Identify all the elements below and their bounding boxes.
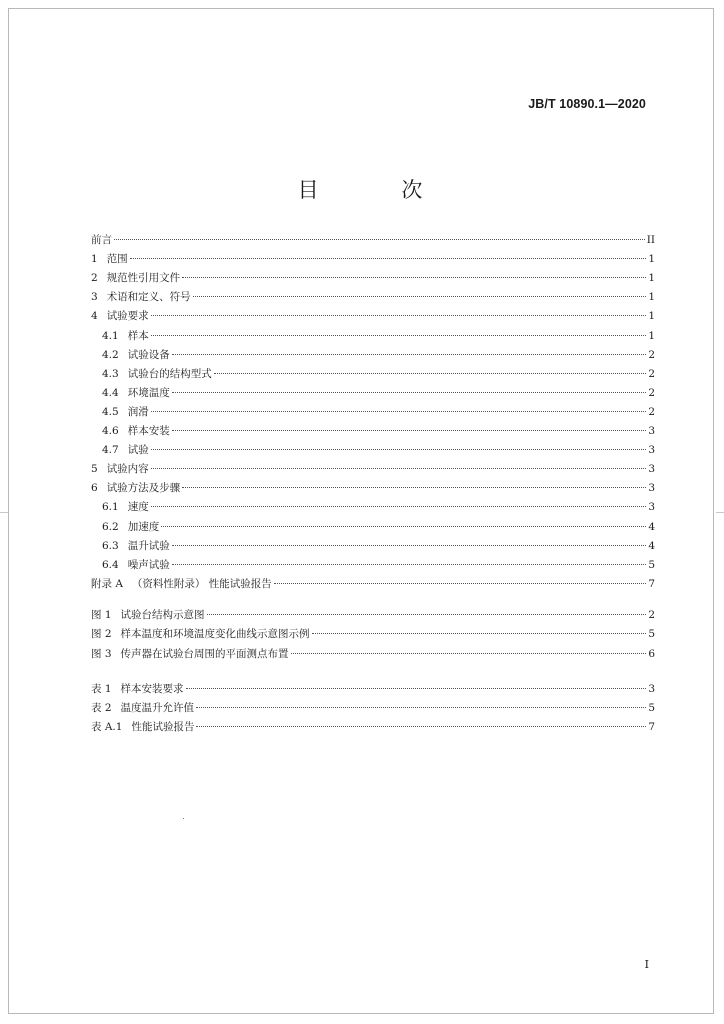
toc-entry[interactable] [91,251,655,267]
toc-entry[interactable] [91,270,655,286]
toc-entry[interactable] [91,328,655,344]
toc-entry-page: 7 [648,577,655,590]
right-edge-mark [716,512,724,513]
toc-entry-label: 试验 [127,444,149,457]
toc-entry-label: （资料性附录） 性能试验报告 [131,577,272,590]
toc-entry[interactable] [91,626,655,642]
toc-entry-label: 试验方法及步骤 [106,482,181,495]
toc-entry-number: 2 [91,272,98,285]
toc-entry-label: 温升试验 [127,539,170,552]
toc-entry-number: 6.2 [102,520,119,533]
page-title: 目 次 [297,178,461,202]
toc-entry-number: 图 1 [91,609,112,621]
toc-entry[interactable] [91,289,655,305]
toc-leader-dots [172,564,647,565]
toc-leader-dots [151,506,647,507]
toc-entry-number: 4.5 [102,405,119,418]
toc-entry[interactable] [91,461,655,477]
toc-entry-label: 样本安装 [127,425,170,437]
toc-entry-page: 1 [648,329,655,342]
toc-entry[interactable] [91,347,655,363]
toc-entry-page: 3 [648,444,655,457]
toc-entry-page: 6 [648,647,655,660]
toc-leader-dots [182,277,646,278]
toc-entry-number: 3 [91,291,98,304]
left-edge-mark [0,512,8,513]
toc-entry-number: 4.3 [102,367,119,380]
toc-entry-number: 4.1 [102,329,119,342]
toc-entry[interactable] [91,308,655,324]
toc-entry[interactable] [91,385,655,401]
toc-entry-label: 术语和定义、符号 [106,291,191,304]
toc-entry-label: 样本安装要求 [120,683,184,695]
toc-leader-dots [114,239,645,240]
toc-entry-number: 图 2 [91,628,112,641]
toc-entry-page: 3 [648,482,655,495]
toc-leader-dots [151,335,647,336]
toc-entry[interactable] [91,366,655,382]
toc-leader-dots [151,411,647,412]
toc-leader-dots [151,449,647,450]
toc-entry-label: 润滑 [127,405,149,418]
toc-entry-page: 2 [648,367,655,380]
toc-entry-page: 2 [648,386,655,399]
toc-entry-label: 试验要求 [106,310,149,323]
toc-entry-label: 试验台结构示意图 [120,609,205,621]
toc-leader-dots [207,614,647,615]
toc-entry-number: 4.6 [102,425,119,437]
toc-leader-dots [193,296,647,297]
toc-entry[interactable] [91,646,655,662]
toc-entry-number: 1 [91,253,98,266]
toc-entry-number: 6 [91,482,98,495]
toc-entry-label: 性能试验报告 [131,721,195,733]
toc-entry-number: 图 3 [91,647,112,660]
toc-entry-number: 附录 A [91,577,123,590]
toc-entry-number: 4.4 [102,386,119,399]
toc-entry-label: 试验设备 [127,348,170,361]
toc-entry-page: 1 [648,291,655,304]
toc-entry-page: 3 [648,683,655,695]
toc-leader-dots [172,430,647,431]
toc-entry[interactable] [91,557,655,573]
toc-entry-page: 2 [648,348,655,361]
toc-entry[interactable] [91,423,655,439]
toc-entry-number: 6.4 [102,558,119,571]
toc-entry-label: 温度温升允许值 [120,702,195,714]
toc-entry-page: 1 [648,272,655,285]
toc-entry-page: 4 [648,520,655,533]
toc-entry-label: 样本 [127,329,149,342]
toc-entry-number: 4.2 [102,348,119,361]
toc-entry-page: 2 [648,609,655,621]
toc-entry-label: 传声器在试验台周围的平面测点布置 [120,647,289,660]
toc-leader-dots [161,526,646,527]
toc-entry-number: 表 1 [91,683,112,695]
toc-entry-number: 4.7 [102,444,119,457]
toc-leader-dots [151,468,647,469]
toc-entry-label: 加速度 [127,520,160,533]
toc-entry[interactable] [91,499,655,515]
page-number: I [644,958,649,971]
toc-leader-dots [172,392,647,393]
toc-entry-page: 3 [648,425,655,437]
toc-entry-number: 6.1 [102,501,119,514]
toc-leader-dots [214,373,647,374]
toc-entry-page: 3 [648,501,655,514]
toc-entry[interactable] [91,538,655,554]
toc-leader-dots [274,583,647,584]
toc-entry-number: 5 [91,463,98,476]
toc-leader-dots [186,688,647,689]
toc-entry-page: 4 [648,539,655,552]
toc-entry[interactable] [91,519,655,535]
toc-entry[interactable] [91,700,655,716]
scan-speck [183,818,184,819]
toc-entry-label: 噪声试验 [127,558,170,571]
toc-entry-label: 规范性引用文件 [106,272,181,285]
toc-leader-dots [196,707,646,708]
toc-entry-label: 前言 [91,234,112,246]
toc-leader-dots [172,545,647,546]
toc-entry-number: 表 A.1 [91,721,123,733]
toc-entry-number: 6.3 [102,539,119,552]
toc-entry-page: 7 [648,721,655,733]
toc-entry-label: 试验内容 [106,463,149,476]
toc-entry[interactable] [91,681,655,697]
toc-entry[interactable] [91,404,655,420]
toc-leader-dots [130,258,647,259]
toc-leader-dots [182,487,646,488]
toc-entry-label: 环境温度 [127,386,170,399]
toc-leader-dots [172,354,647,355]
toc-entry[interactable] [91,232,655,248]
toc-entry-label: 试验台的结构型式 [127,367,212,380]
toc-entry-page: 1 [648,253,655,266]
toc-entry-page: 5 [648,702,655,714]
toc-leader-dots [291,653,647,654]
toc-entry-label: 范围 [106,253,128,266]
toc-entry-label: 样本温度和环境温度变化曲线示意图示例 [120,628,310,641]
toc-entry-page: 1 [648,310,655,323]
toc-entry-page: 3 [648,463,655,476]
toc-entry[interactable] [91,719,655,735]
toc-leader-dots [312,633,647,634]
toc-entry-page: 5 [648,628,655,641]
toc-entry-page: 5 [648,558,655,571]
toc-entry[interactable] [91,442,655,458]
toc-entry[interactable] [91,607,655,623]
toc-leader-dots [151,315,647,316]
toc-entry-number: 4 [91,310,98,323]
toc-entry-number: 表 2 [91,702,112,714]
document-code: JB/T 10890.1—2020 [528,97,646,111]
toc-entry[interactable] [91,576,655,592]
toc-leader-dots [196,726,646,727]
toc-entry-page: 2 [648,405,655,418]
toc-entry-page: II [646,234,655,246]
toc-entry[interactable] [91,480,655,496]
toc-entry-label: 速度 [127,501,149,514]
